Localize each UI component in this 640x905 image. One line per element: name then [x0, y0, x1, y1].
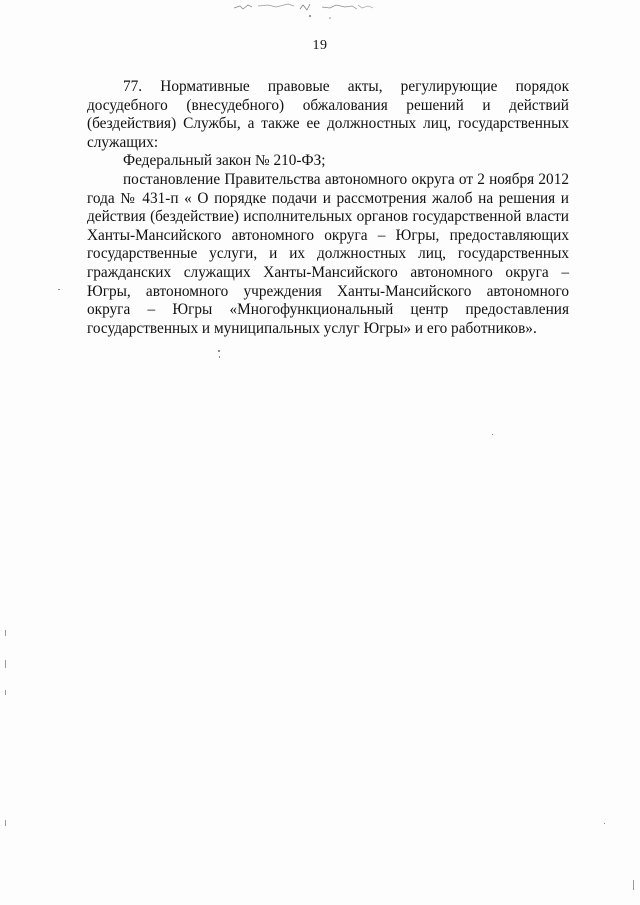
scan-edge-mark: [633, 880, 634, 890]
scan-speck: [492, 434, 493, 435]
scan-speck: [58, 289, 60, 290]
scan-edge-mark: [5, 690, 6, 695]
page-number: 19: [312, 38, 328, 53]
scan-edge-mark: [5, 660, 6, 668]
document-body: [87, 78, 569, 338]
paragraph-federal-law: Федеральный закон № 210-ФЗ;: [123, 152, 326, 170]
scan-edge-mark: [5, 630, 6, 636]
scan-edge-mark: [5, 820, 6, 826]
scan-speck: [219, 356, 220, 358]
paragraph-resolution: постановление Правительства автономного округа от 2 ноября 2012 года № 431-п « О порядке подачи и рассмотрения жалоб на решения и действия (бездействие) исполнительных органов государственной власти Ханты-Мансийского автономного округа – Югры, предоставляющих государственные услуги, и их должностных лиц, государственных гражданских служащих Ханты-Мансийского автономного округа – Югры, автономного учреждения Ханты-Мансийского автономного округа – Югры «Многофункциональный центр предоставления государственных и муниципальных услуг Югры» и его работников».: [87, 170, 569, 337]
scan-artifact: [230, 0, 400, 22]
scan-speck: [604, 823, 605, 824]
scan-speck: [218, 350, 220, 352]
paragraph-77: 77. Нормативные правовые акты, регулирующие порядок досудебного (внесудебного) обжалования решений и действий (бездействия) Службы, а также ее должностных лиц, государственных служащих:: [87, 78, 569, 151]
